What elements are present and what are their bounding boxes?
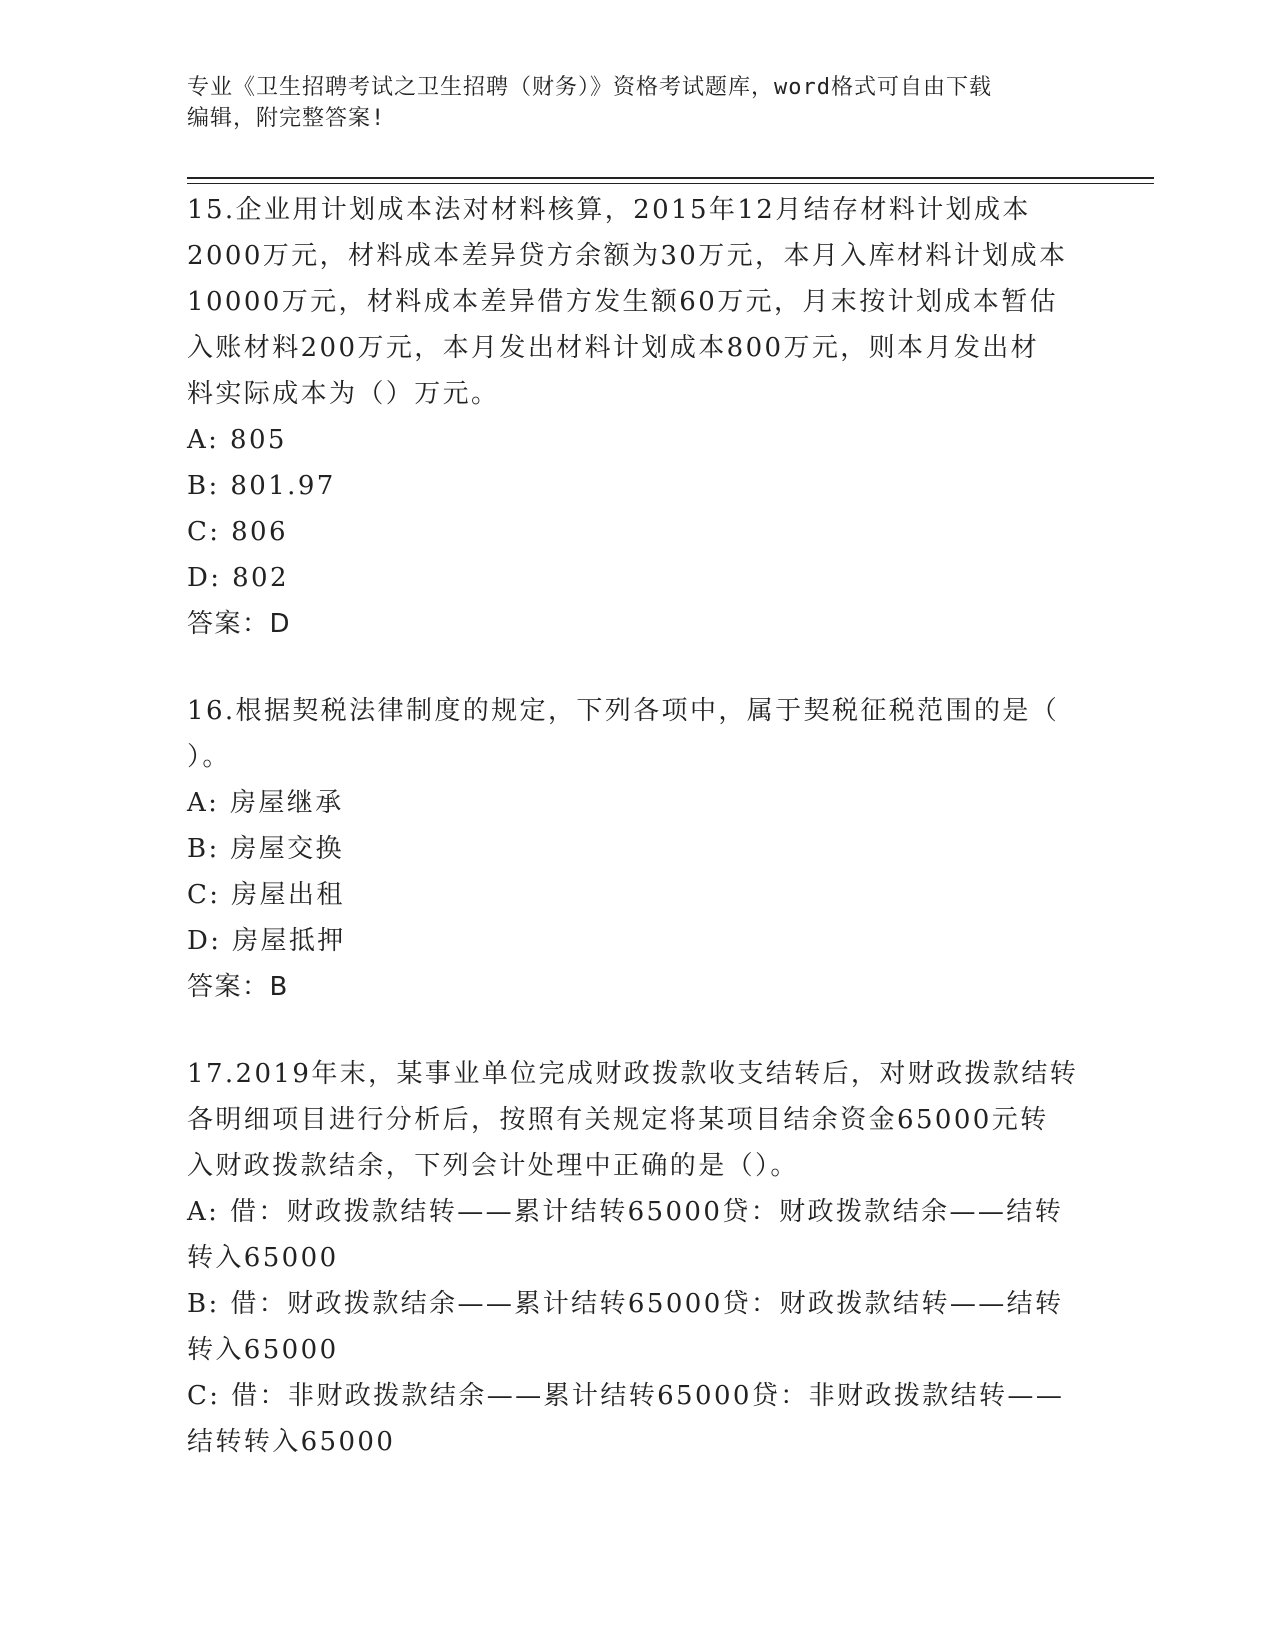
question-text-line: 入财政拨款结余，下列会计处理中正确的是（）。 bbox=[187, 1151, 799, 1181]
header-divider-thin bbox=[187, 183, 1154, 184]
question-17 bbox=[187, 1051, 1087, 1465]
question-text-line: 各明细项目进行分析后，按照有关规定将某项目结余资金65000元转 bbox=[187, 1105, 1049, 1135]
option-c-line-1: C: 借：非财政拨款结余——累计结转65000贷：非财政拨款结转—— bbox=[187, 1381, 1065, 1411]
question-15 bbox=[187, 187, 1087, 647]
option-c: C: 房屋出租 bbox=[187, 880, 345, 910]
option-b: B: 房屋交换 bbox=[187, 834, 344, 864]
question-text-line: 15.企业用计划成本法对材料核算，2015年12月结存材料计划成本 bbox=[187, 195, 1031, 225]
option-a: A: 805 bbox=[187, 425, 287, 455]
option-b-line-1: B: 借：财政拨款结余——累计结转65000贷：财政拨款结转——结转 bbox=[187, 1289, 1064, 1319]
question-text-line: ）。 bbox=[187, 742, 231, 772]
option-a-line-2: 转入65000 bbox=[187, 1243, 339, 1273]
option-b-line-2: 转入65000 bbox=[187, 1335, 339, 1365]
header-line-2: 编辑，附完整答案! bbox=[187, 106, 386, 131]
page-header bbox=[187, 72, 1067, 134]
question-text-line: 料实际成本为（）万元。 bbox=[187, 379, 500, 409]
option-a: A: 房屋继承 bbox=[187, 788, 344, 818]
option-d: D: 房屋抵押 bbox=[187, 926, 346, 956]
header-line-1: 专业《卫生招聘考试之卫生招聘（财务）》资格考试题库，word格式可自由下载 bbox=[187, 75, 992, 100]
question-text-line: 入账材料200万元，本月发出材料计划成本800万元，则本月发出材 bbox=[187, 333, 1040, 363]
question-list bbox=[187, 187, 1087, 1506]
question-text-line: 16.根据契税法律制度的规定，下列各项中，属于契税征税范围的是（ bbox=[187, 696, 1060, 726]
option-a-line-1: A: 借：财政拨款结转——累计结转65000贷：财政拨款结余——结转 bbox=[187, 1197, 1064, 1227]
option-c-line-2: 结转转入65000 bbox=[187, 1427, 396, 1457]
question-text-line: 2000万元，材料成本差异贷方余额为30万元，本月入库材料计划成本 bbox=[187, 241, 1068, 271]
answer-line: 答案：B bbox=[187, 972, 289, 1002]
question-text-line: 10000万元，材料成本差异借方发生额60万元，月末按计划成本暂估 bbox=[187, 287, 1058, 317]
question-16 bbox=[187, 688, 1087, 1010]
question-text-line: 17.2019年末，某事业单位完成财政拨款收支结转后，对财政拨款结转 bbox=[187, 1059, 1079, 1089]
option-c: C: 806 bbox=[187, 517, 288, 547]
answer-line: 答案：D bbox=[187, 609, 292, 639]
option-d: D: 802 bbox=[187, 563, 289, 593]
option-b: B: 801.97 bbox=[187, 471, 336, 501]
header-divider-thick bbox=[187, 177, 1154, 179]
